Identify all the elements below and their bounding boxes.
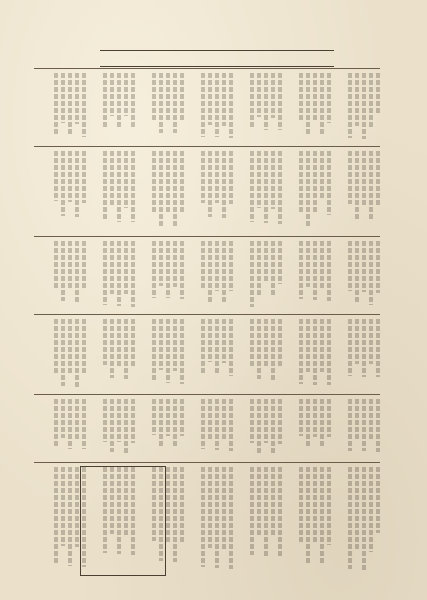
listing-entry-illegible bbox=[138, 151, 184, 233]
listing-entry-illegible bbox=[236, 241, 282, 311]
listing-entry-illegible bbox=[334, 319, 380, 391]
listing-entry-illegible bbox=[187, 319, 233, 391]
listing-entry-illegible bbox=[334, 241, 380, 311]
listing-row bbox=[34, 68, 380, 147]
colophon bbox=[80, 466, 166, 576]
listing-entry-illegible bbox=[334, 467, 380, 577]
listing-entry-illegible bbox=[236, 151, 282, 233]
listing-entry-illegible bbox=[89, 73, 135, 143]
listing-entry-illegible bbox=[40, 151, 86, 233]
listing-entry-illegible bbox=[285, 467, 331, 577]
listing-row bbox=[34, 394, 380, 463]
listing-row bbox=[34, 236, 380, 315]
listing-entry-illegible bbox=[138, 399, 184, 459]
listing-entry-illegible bbox=[285, 319, 331, 391]
listing-entry-illegible bbox=[138, 319, 184, 391]
listing-entry-illegible bbox=[40, 319, 86, 391]
listing-entry-illegible bbox=[138, 241, 184, 311]
listing-entry-illegible bbox=[187, 151, 233, 233]
listing-entry-illegible bbox=[236, 319, 282, 391]
page-heading bbox=[100, 50, 334, 67]
listing-entry-illegible bbox=[236, 467, 282, 577]
listing-entry-illegible bbox=[40, 399, 86, 459]
listing-entry-illegible bbox=[334, 73, 380, 143]
listing-entry-illegible bbox=[285, 399, 331, 459]
listing-entry-illegible bbox=[40, 73, 86, 143]
listing-entry-illegible bbox=[285, 151, 331, 233]
listing-entry-illegible bbox=[40, 241, 86, 311]
listing-entry-illegible bbox=[187, 467, 233, 577]
listing-entry-illegible bbox=[89, 241, 135, 311]
listing-row bbox=[34, 146, 380, 237]
listing-entry-illegible bbox=[89, 399, 135, 459]
listing-entry-illegible bbox=[187, 241, 233, 311]
listing-entry-illegible bbox=[236, 399, 282, 459]
listing-row bbox=[34, 314, 380, 395]
listing-entry-illegible bbox=[187, 73, 233, 143]
listing-entry-illegible bbox=[138, 73, 184, 143]
listing-entry-illegible bbox=[334, 399, 380, 459]
listing-entry-illegible bbox=[89, 151, 135, 233]
listing-entry-illegible bbox=[236, 73, 282, 143]
listing-entry-illegible bbox=[285, 73, 331, 143]
listing-entry-illegible bbox=[334, 151, 380, 233]
listing-entry-illegible bbox=[187, 399, 233, 459]
listing-entry-illegible bbox=[285, 241, 331, 311]
listing-entry-illegible bbox=[89, 319, 135, 391]
